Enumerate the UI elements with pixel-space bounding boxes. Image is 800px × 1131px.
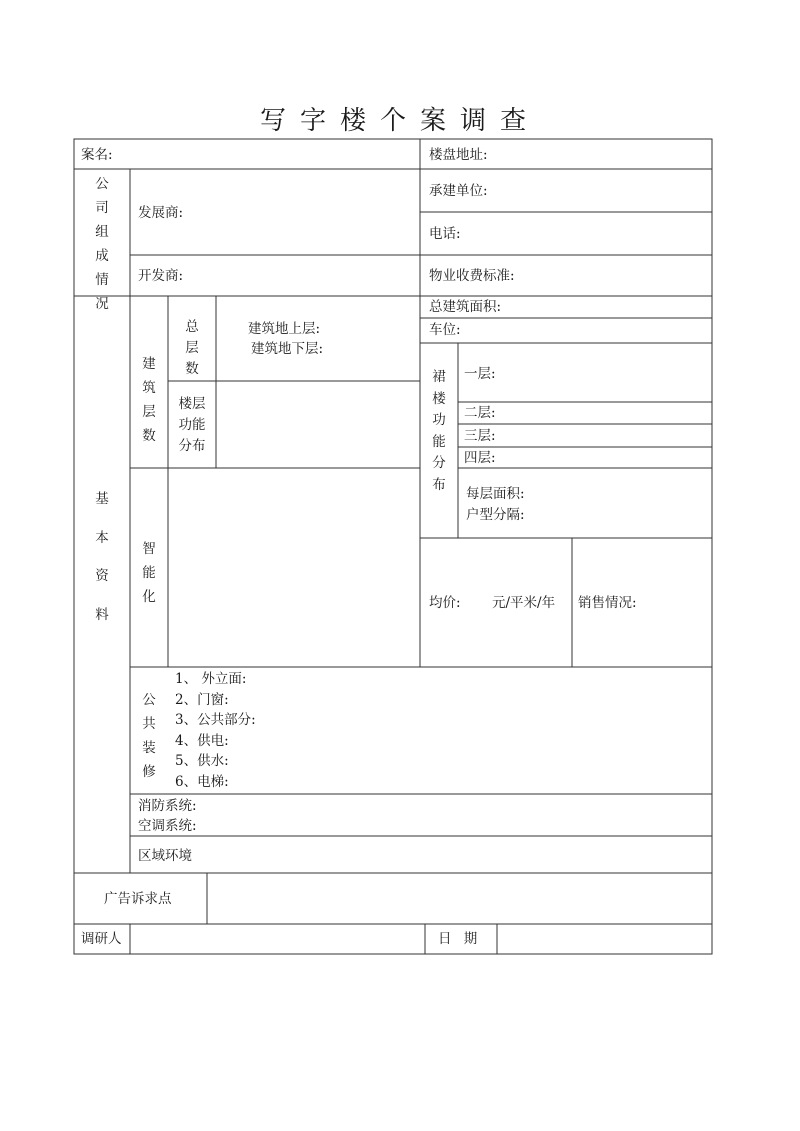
developer-label: 发展商: xyxy=(138,205,184,221)
basic-info-label: 基本资料 xyxy=(95,491,109,623)
deco-list xyxy=(175,669,256,793)
building-floors-label: 建筑层数 xyxy=(142,356,156,444)
phone-label: 电话: xyxy=(429,226,461,242)
case-name-label: 案名: xyxy=(81,147,113,163)
ac-system-label: 空调系统: xyxy=(138,818,197,834)
area-env-label: 区域环境 xyxy=(138,848,192,864)
unit-division-label: 户型分隔: xyxy=(466,507,525,523)
below-ground-label: 建筑地下层: xyxy=(251,341,324,357)
deco-item: 5、供水: xyxy=(175,753,229,770)
floor-2-label: 二层: xyxy=(464,405,496,421)
parking-label: 车位: xyxy=(429,322,461,338)
fire-system-label: 消防系统: xyxy=(138,798,197,814)
floor-area-label: 每层面积: xyxy=(466,486,525,502)
ad-points-label: 广告诉求点 xyxy=(104,891,172,907)
floor-1-label: 一层: xyxy=(464,366,496,382)
floor-3-label: 三层: xyxy=(464,428,496,444)
date-label: 日 期 xyxy=(438,931,482,947)
deco-item: 3、公共部分: xyxy=(175,712,256,729)
avg-price-label: 均价: xyxy=(429,595,461,611)
dev-company-label: 开发商: xyxy=(138,268,184,284)
deco-item: 2、门窗: xyxy=(175,691,229,708)
page-title: 写字楼个案调查 xyxy=(259,106,540,136)
total-floors-label: 总层数 xyxy=(185,319,199,377)
contractor-label: 承建单位: xyxy=(429,183,488,199)
floor-function-label: 楼层功能分布 xyxy=(178,396,206,454)
property-address-label: 楼盘地址: xyxy=(429,147,488,163)
deco-item: 4、供电: xyxy=(175,732,229,749)
company-section-label: 公司组成情况 xyxy=(95,176,109,312)
podium-function-label: 裙楼功能分布 xyxy=(432,369,446,493)
above-ground-label: 建筑地上层: xyxy=(248,321,321,337)
sales-label: 销售情况: xyxy=(578,595,637,611)
price-unit-label: 元/平米/年 xyxy=(492,595,556,611)
smart-label: 智能化 xyxy=(142,541,156,605)
public-deco-label: 公共装修 xyxy=(142,692,156,780)
floor-4-label: 四层: xyxy=(464,450,496,466)
deco-item: 6、电梯: xyxy=(175,773,229,790)
property-fee-label: 物业收费标准: xyxy=(429,268,515,284)
researcher-label: 调研人 xyxy=(81,931,122,947)
deco-item: 1、 外立面: xyxy=(175,671,247,687)
total-area-label: 总建筑面积: xyxy=(429,299,502,315)
